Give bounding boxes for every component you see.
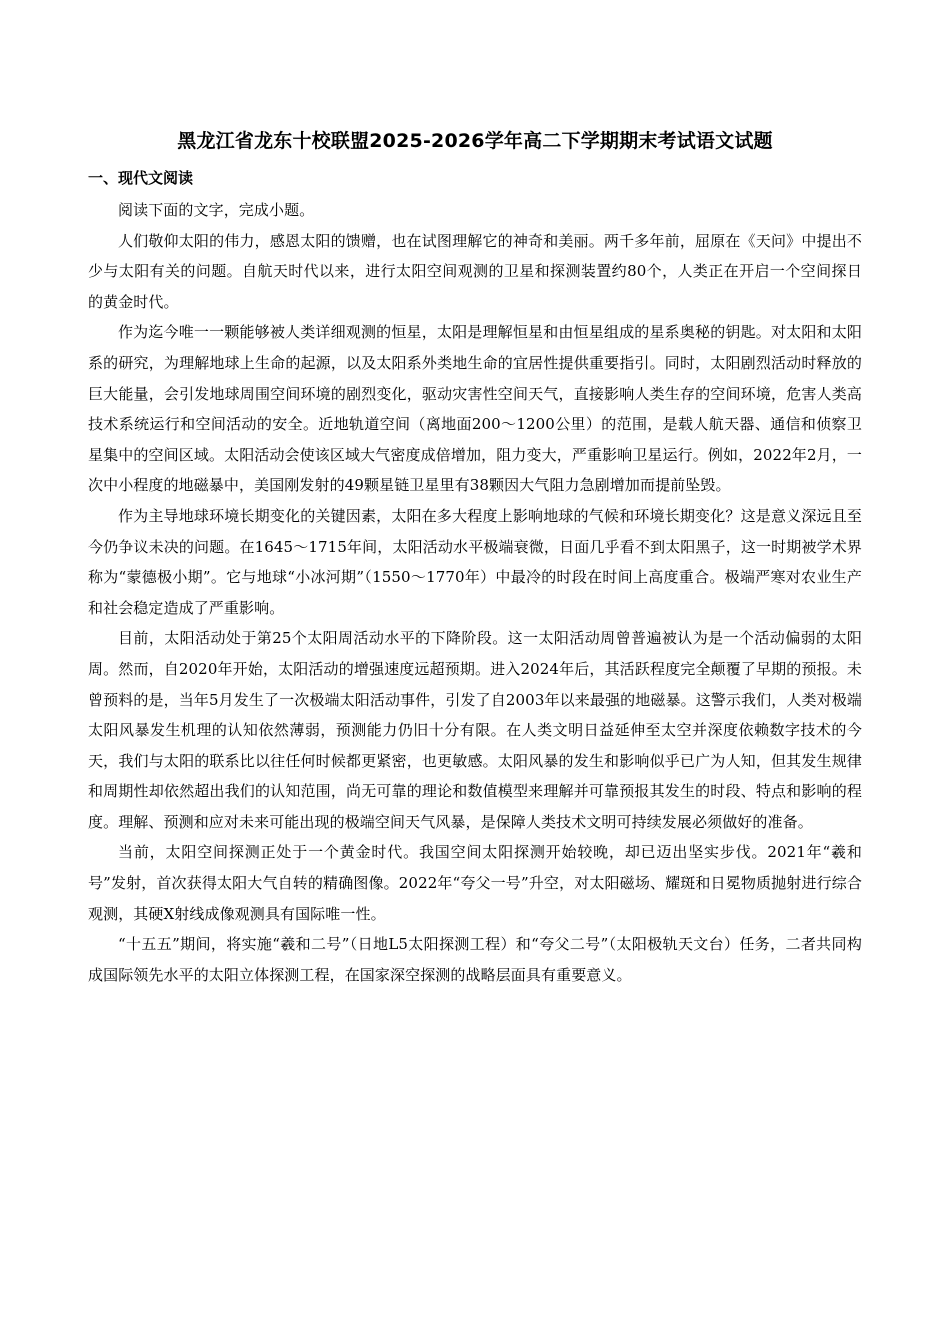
passage-paragraph: 作为迄今唯一一颗能够被人类详细观测的恒星，太阳是理解恒星和由恒星组成的星系奥秘的钥匙。对太阳和太阳系的研究，为理解地球上生命的起源，以及太阳系外类地生命的宜居性提供重要指引。同时，太阳剧烈活动时释放的巨大能量，会引发地球周围空间环境的剧烈变化，驱动灾害性空间天气，直接影响人类生存的空间环境，危害人类高技术系统运行和空间活动的安全。近地轨道空间（离地面200～1200公里）的范围，是载人航天器、通信和侦察卫星集中的空间区域。太阳活动会使该区域大气密度成倍增加，阻力变大，严重影响卫星运行。例如，2022年2月，一次中小程度的地磁暴中，美国刚发射的49颗星链卫星里有38颗因大气阻力急剧增加而提前坠毁。 [88, 323, 862, 495]
document-title: 黑龙江省龙东十校联盟2025-2026学年高二下学期期末考试语文试题 [177, 130, 773, 152]
passage-instruction: 阅读下面的文字，完成小题。 [118, 201, 315, 219]
passage-paragraph: 目前，太阳活动处于第25个太阳周活动水平的下降阶段。这一太阳活动周曾普遍被认为是一个活动偏弱的太阳周。然而，自2020年开始，太阳活动的增强速度远超预期。进入2024年后，其活跃程度完全颠覆了早期的预报。未曾预料的是，当年5月发生了一次极端太阳活动事件，引发了自2003年以来最强的地磁暴。这警示我们，人类对极端太阳风暴发生机理的认知依然薄弱，预测能力仍旧十分有限。在人类文明日益延伸至太空并深度依赖数字技术的今天，我们与太阳的联系比以往任何时候都更紧密，也更敏感。太阳风暴的发生和影响似乎已广为人知，但其发生规律和周期性却依然超出我们的认知范围，尚无可靠的理论和数值模型来理解并可靠预报其发生的时段、特点和影响的程度。理解、预测和应对未来可能出现的极端空间天气风暴，是保障人类技术文明可持续发展必须做好的准备。 [88, 629, 862, 831]
passage-paragraph: 当前，太阳空间探测正处于一个黄金时代。我国空间太阳探测开始较晚，却已迈出坚实步伐。2021年“羲和号”发射，首次获得太阳大气自转的精确图像。2022年“夸父一号”升空，对太阳磁场、耀斑和日冕物质抛射进行综合观测，其硬X射线成像观测具有国际唯一性。 [88, 843, 862, 923]
passage-paragraph: “十五五”期间，将实施“羲和二号”（日地L5太阳探测工程）和“夸父二号”（太阳极轨天文台）任务，二者共同构成国际领先水平的太阳立体探测工程，在国家深空探测的战略层面具有重要意义。 [88, 935, 862, 984]
passage-paragraph: 人们敬仰太阳的伟力，感恩太阳的馈赠，也在试图理解它的神奇和美丽。两千多年前，屈原在《天问》中提出不少与太阳有关的问题。自航天时代以来，进行太阳空间观测的卫星和探测装置约80个，人类正在开启一个空间探日的黄金时代。 [88, 231, 862, 311]
section-heading: 一、现代文阅读 [88, 169, 194, 187]
reading-passage [88, 195, 862, 990]
passage-paragraph: 作为主导地球环境长期变化的关键因素，太阳在多大程度上影响地球的气候和环境长期变化？这是意义深远且至今仍争议未决的问题。在1645～1715年间，太阳活动水平极端衰微，日面几乎看不到太阳黑子，这一时期被学术界称为“蒙德极小期”。它与地球“小冰河期”（1550～1770年）中最冷的时段在时间上高度重合。极端严寒对农业生产和社会稳定造成了严重影响。 [88, 506, 862, 617]
